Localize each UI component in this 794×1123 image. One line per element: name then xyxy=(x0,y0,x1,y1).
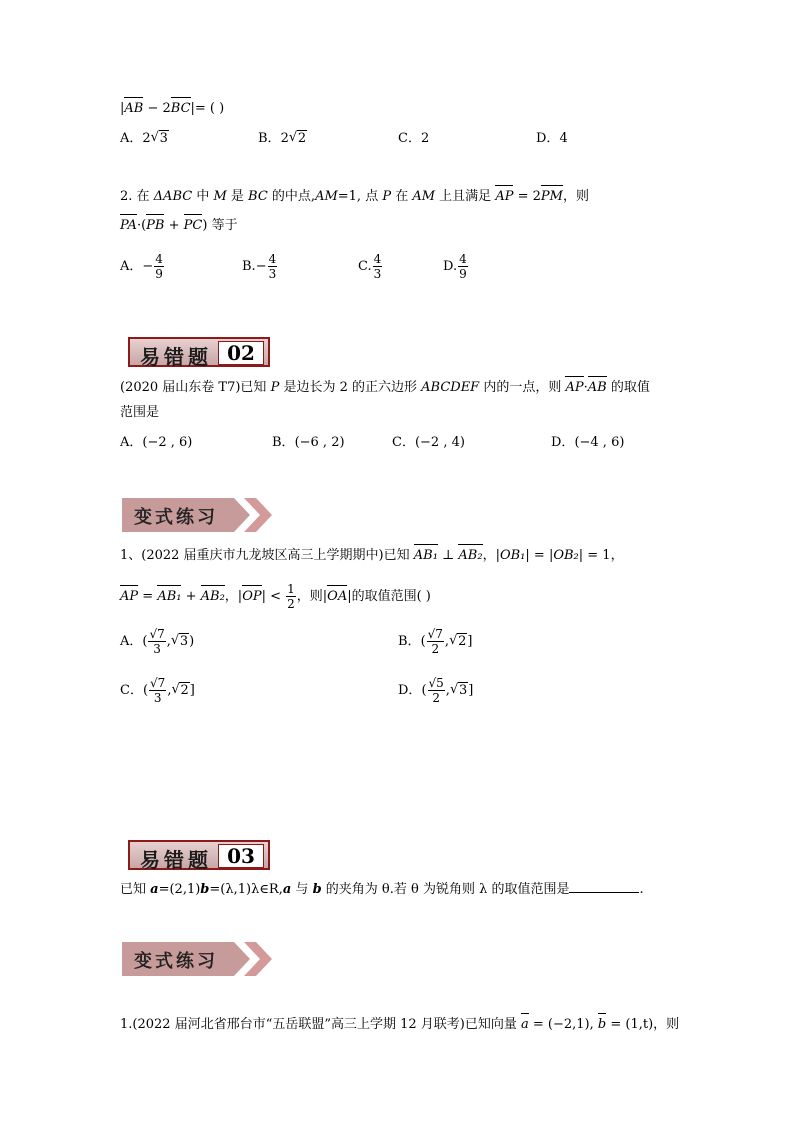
denominator: 9 xyxy=(155,267,163,281)
option-coef: 2 xyxy=(142,131,151,146)
option-letter: B． xyxy=(272,435,295,450)
sqrt-expr xyxy=(151,130,169,148)
option-sign: − xyxy=(255,259,267,274)
vector-ab2: AB₂ xyxy=(458,548,483,563)
numerator: 4 xyxy=(373,252,382,266)
comma: , xyxy=(166,634,171,649)
option-letter: A． xyxy=(120,131,143,146)
fraction-half xyxy=(286,582,296,611)
option-letter: B． xyxy=(258,131,281,146)
bracket: ( xyxy=(142,634,148,649)
radicand: 3 xyxy=(179,634,189,649)
sqrt-expr xyxy=(289,130,307,148)
text: 等于 xyxy=(207,218,238,233)
q-e02-option-c xyxy=(392,434,465,452)
option-letter: D． xyxy=(536,131,560,146)
banner-text: 变式练习 xyxy=(134,507,218,528)
section-number: 03 xyxy=(218,844,264,868)
q2-option-c xyxy=(358,252,383,281)
fraction xyxy=(458,252,468,281)
q-b1-line2 xyxy=(120,582,431,611)
text: 范围是 xyxy=(120,405,160,420)
equals: = xyxy=(138,589,158,604)
fraction xyxy=(427,627,444,656)
denominator: 3 xyxy=(153,691,162,705)
text: ，| xyxy=(224,589,243,604)
q1-option-d xyxy=(536,130,568,148)
vector-ab: AB xyxy=(124,101,144,116)
vector-ab: AB xyxy=(587,380,607,395)
text: 1、(2022 届重庆市九龙坡区高三上学期期中)已知 xyxy=(120,548,414,563)
point-p: P xyxy=(382,189,392,204)
bracket: ] xyxy=(467,634,473,649)
q2-option-a xyxy=(120,252,165,281)
paren: ( xyxy=(141,218,147,233)
text: 上且满足 xyxy=(435,189,496,204)
numerator: 1 xyxy=(287,582,295,596)
q-e03-line xyxy=(120,880,644,899)
option-text: 2 xyxy=(420,131,430,146)
numerator: √5 xyxy=(428,676,444,690)
vector-pa: PA xyxy=(120,218,137,233)
text: 是边长为 2 的正六边形 xyxy=(279,380,422,395)
text: 2. 在 xyxy=(120,189,154,204)
period: . xyxy=(639,882,644,897)
hexagon-name: ABCDEF xyxy=(421,380,480,395)
sqrt-expr xyxy=(449,633,467,651)
text: 的取值 xyxy=(606,380,650,395)
option-letter: A． xyxy=(120,259,143,274)
radicand: 2 xyxy=(180,683,189,698)
vector-bc: BC xyxy=(170,101,191,116)
option-letter: A． xyxy=(120,634,143,649)
bracket: ( xyxy=(420,634,426,649)
vector-pc: PC xyxy=(183,218,203,233)
fraction xyxy=(149,676,166,705)
less-than: | < xyxy=(261,589,286,604)
text: 内的一点，则 xyxy=(479,380,566,395)
option-text: 4 xyxy=(559,131,568,146)
section-label-text: 易错题 xyxy=(140,848,212,872)
vector-ab2: AB₂ xyxy=(200,589,225,604)
point-m: M xyxy=(213,189,227,204)
section-label-yicuoti-02 xyxy=(128,337,270,367)
segment-ob1: OB₁ xyxy=(499,548,526,563)
section-banner-bianshi-1 xyxy=(122,498,272,532)
vector-ap: AP xyxy=(120,589,139,604)
q-b1-option-a xyxy=(120,627,194,656)
text: 是 xyxy=(226,189,249,204)
option-letter: B． xyxy=(398,634,421,649)
q2-option-d xyxy=(443,252,469,281)
banner-text: 变式练习 xyxy=(134,951,218,972)
section-banner-bianshi-2 xyxy=(122,942,272,976)
fraction xyxy=(154,252,164,281)
text: 与 xyxy=(291,882,313,897)
bracket: ( xyxy=(142,683,149,698)
option-text: (−6 , 2) xyxy=(294,435,345,450)
q-e02-line2 xyxy=(120,404,159,422)
fraction xyxy=(268,252,278,281)
numerator: √7 xyxy=(149,627,165,641)
vector-b: b xyxy=(312,882,322,897)
section-label-yicuoti-03 xyxy=(128,840,270,870)
fraction xyxy=(373,252,383,281)
text: = (−2,1), xyxy=(528,1017,598,1032)
section-label-text: 易错题 xyxy=(140,345,212,369)
text: (2020 届山东卷 T7)已知 xyxy=(120,380,271,395)
text: ，| xyxy=(482,548,500,563)
vector-a: a xyxy=(282,882,292,897)
perp-op: ⊥ xyxy=(437,548,459,563)
option-letter: C. xyxy=(358,259,372,274)
answer-paren: |= ( ) xyxy=(190,101,225,116)
radicand: 3 xyxy=(458,683,468,698)
dot-op: · xyxy=(583,380,588,395)
option-sign: − xyxy=(142,259,154,274)
denominator: 2 xyxy=(431,642,440,656)
sqrt-expr xyxy=(450,682,468,700)
vector-ap: AP xyxy=(565,380,584,395)
text: ，则 xyxy=(562,189,589,204)
denominator: 3 xyxy=(153,642,161,656)
option-letter: D． xyxy=(398,683,422,698)
segment-ob2: OB₂ xyxy=(553,548,579,563)
q2-line1 xyxy=(120,188,589,206)
text: 的夹角为 θ.若 θ 为锐角则 λ 的取值范围是 xyxy=(321,882,570,897)
denominator: 9 xyxy=(459,267,467,281)
minus-two: − 2 xyxy=(143,101,171,116)
radicand: 2 xyxy=(458,634,467,649)
comma: , xyxy=(167,683,172,698)
bracket: ] xyxy=(468,683,474,698)
option-letter: C． xyxy=(398,131,421,146)
q-b1-line1 xyxy=(120,547,624,565)
q-e02-option-a xyxy=(120,434,192,452)
option-coef: 2 xyxy=(280,131,289,146)
plus-op: + xyxy=(181,589,201,604)
vector-ab1: AB₁ xyxy=(157,589,182,604)
option-letter: D. xyxy=(443,259,458,274)
comma: , xyxy=(445,683,450,698)
q-b1-option-d xyxy=(398,676,473,705)
option-text: (−4 , 6) xyxy=(574,435,625,450)
q-b2-line xyxy=(120,1016,679,1034)
comma: , xyxy=(444,634,450,649)
vector-ab1: AB₁ xyxy=(413,548,438,563)
bracket: ( xyxy=(421,683,427,698)
q1-option-b xyxy=(258,130,307,148)
segment-am: AM xyxy=(412,189,436,204)
denominator: 3 xyxy=(268,267,277,281)
dot-op: · xyxy=(136,218,142,233)
denominator: 3 xyxy=(373,267,382,281)
vector-b: b xyxy=(597,1017,607,1032)
vector-a: a xyxy=(150,882,159,897)
q-e02-line1 xyxy=(120,379,650,397)
numerator: √7 xyxy=(150,676,166,690)
text: =1, 点 xyxy=(337,189,383,204)
q-b1-option-b xyxy=(398,627,472,656)
text: 在 xyxy=(391,189,413,204)
radicand: 2 xyxy=(297,131,307,146)
option-letter: A． xyxy=(120,435,143,450)
numerator: 4 xyxy=(155,252,163,266)
vector-oa: OA xyxy=(327,589,348,604)
bracket: ] xyxy=(189,683,195,698)
q-b1-option-c xyxy=(120,676,195,705)
vector-a: a xyxy=(521,1017,529,1032)
option-letter: D． xyxy=(551,435,575,450)
section-number: 02 xyxy=(218,341,264,365)
text: =(λ,1)λ∈R, xyxy=(209,882,283,897)
radicand: 3 xyxy=(159,131,168,146)
text: 1.(2022 届河北省邢台市“五岳联盟”高三上学期 12 月联考)已知向量 xyxy=(120,1017,521,1032)
paren: ) xyxy=(202,218,208,233)
sqrt-expr xyxy=(171,633,189,651)
equals-two: = 2 xyxy=(513,189,541,204)
q2-line2 xyxy=(120,217,238,235)
bracket: ) xyxy=(189,634,195,649)
q2-option-b xyxy=(242,252,278,281)
numerator: 4 xyxy=(268,252,277,266)
abs-bar: | xyxy=(120,101,125,116)
q-e02-option-b xyxy=(272,434,345,452)
denominator: 2 xyxy=(432,691,440,705)
text: = (1,t)，则 xyxy=(606,1017,680,1032)
q1-option-c xyxy=(398,130,429,148)
vector-ap: AP xyxy=(495,189,514,204)
q1-stem xyxy=(120,100,224,118)
text: | = 1， xyxy=(578,548,624,563)
point-p: P xyxy=(270,380,280,395)
text: |的取值范围( ) xyxy=(347,589,431,604)
option-text: (−2 , 6) xyxy=(142,435,193,450)
vector-op: OP xyxy=(242,589,262,604)
segment-am: AM xyxy=(315,189,338,204)
vector-pb: PB xyxy=(146,218,165,233)
q1-option-a xyxy=(120,130,169,148)
option-text: (−2 , 4) xyxy=(414,435,465,450)
text: ，则| xyxy=(296,589,328,604)
numerator: 4 xyxy=(459,252,467,266)
fraction xyxy=(148,627,165,656)
option-letter: B. xyxy=(242,259,256,274)
vector-b: b xyxy=(200,882,210,897)
text: 中 xyxy=(192,189,214,204)
option-letter: C． xyxy=(392,435,415,450)
q-e02-option-d xyxy=(551,434,624,452)
option-letter: C． xyxy=(120,683,143,698)
plus-op: + xyxy=(164,218,184,233)
text: 已知 xyxy=(120,882,151,897)
numerator: √7 xyxy=(427,627,443,641)
triangle-name: ΔABC xyxy=(153,189,193,204)
sqrt-expr xyxy=(171,682,189,700)
answer-blank[interactable] xyxy=(569,880,639,893)
equals: | = | xyxy=(525,548,554,563)
fraction xyxy=(428,676,445,705)
text: =(2,1) xyxy=(158,882,201,897)
segment-bc: BC xyxy=(248,189,268,204)
vector-pm: PM xyxy=(540,189,563,204)
denominator: 2 xyxy=(287,597,295,611)
text: 的中点, xyxy=(267,189,316,204)
